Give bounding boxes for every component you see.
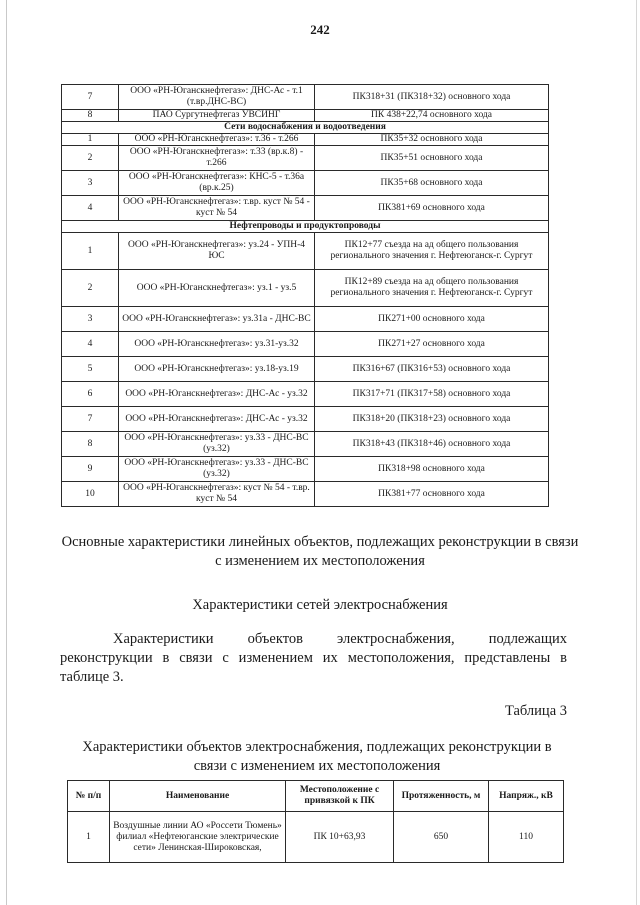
table-row — [62, 171, 549, 196]
object-location: ПК35+32 основного хода — [315, 134, 549, 146]
column-header: Местоположение с привязкой к ПК — [286, 781, 394, 812]
paragraph-first-line: Характеристики объектов электроснабжения, подлежащих — [113, 631, 567, 647]
table-row — [62, 270, 549, 307]
table-row — [62, 482, 549, 507]
table-cell: 110 — [489, 812, 564, 863]
table-3-caption: Характеристики объектов электроснабжения, подлежащих реконструкции в связи с изменением их местоположения — [82, 739, 552, 774]
object-name: ООО «РН-Юганскнефтегаз»: ДНС-Ас - уз.32 — [119, 407, 315, 432]
scan-edge-left — [6, 0, 7, 905]
row-number: 8 — [62, 432, 119, 457]
scan-edge-right — [636, 0, 637, 905]
linear-objects-caption: Основные характеристики линейных объектов, подлежащих реконструкции в связи с изменением их местоположения — [61, 534, 579, 569]
table-row — [62, 85, 549, 110]
power-networks-heading: Характеристики сетей электроснабжения — [192, 597, 448, 613]
object-name: ООО «РН-Юганскнефтегаз»: уз.31-уз.32 — [119, 332, 315, 357]
table-row — [62, 357, 549, 382]
table-row — [68, 812, 564, 863]
row-number: 4 — [62, 196, 119, 221]
object-location: ПК316+67 (ПК316+53) основного хода — [315, 357, 549, 382]
object-location: ПК317+71 (ПК317+58) основного хода — [315, 382, 549, 407]
row-number: 4 — [62, 332, 119, 357]
section-row — [62, 221, 549, 233]
table-row — [62, 146, 549, 171]
table-row — [62, 196, 549, 221]
column-header: Наименование — [110, 781, 286, 812]
section-row — [62, 122, 549, 134]
object-name: ООО «РН-Юганскнефтегаз»: т.вр. куст № 54 - куст № 54 — [119, 196, 315, 221]
table-row — [62, 407, 549, 432]
table-cell: ПК 10+63,93 — [286, 812, 394, 863]
table-row — [62, 382, 549, 407]
table-header-row — [68, 781, 564, 812]
object-name: ООО «РН-Юганскнефтегаз»: уз.33 - ДНС-ВС (уз.32) — [119, 457, 315, 482]
row-number: 3 — [62, 171, 119, 196]
row-number: 2 — [62, 146, 119, 171]
object-name: ООО «РН-Юганскнефтегаз»: куст № 54 - т.вр. куст № 54 — [119, 482, 315, 507]
table-3-label: Таблица 3 — [504, 703, 567, 719]
object-location: ПК35+68 основного хода — [315, 171, 549, 196]
table-cell: Воздушные линии АО «Россети Тюмень» филиал «Нефтеюганские электрические сети» Ленинская-Широковская, — [110, 812, 286, 863]
column-header: № п/п — [68, 781, 110, 812]
table-row — [62, 134, 549, 146]
row-number: 8 — [62, 110, 119, 122]
object-name: ООО «РН-Юганскнефтегаз»: КНС-5 - т.36а (вр.к.25) — [119, 171, 315, 196]
column-header: Протяженность, м — [394, 781, 489, 812]
row-number: 2 — [62, 270, 119, 307]
row-number: 7 — [62, 85, 119, 110]
table-row — [62, 233, 549, 270]
object-name: ООО «РН-Юганскнефтегаз»: ДНС-Ас - т.1 (т.вр.ДНС-ВС) — [119, 85, 315, 110]
object-location: ПК271+27 основного хода — [315, 332, 549, 357]
object-name: ООО «РН-Юганскнефтегаз»: уз.33 - ДНС-ВС (уз.32) — [119, 432, 315, 457]
row-number: 1 — [62, 233, 119, 270]
object-location: ПК318+20 (ПК318+23) основного хода — [315, 407, 549, 432]
object-location: ПК318+31 (ПК318+32) основного хода — [315, 85, 549, 110]
object-name: ООО «РН-Юганскнефтегаз»: уз.31а - ДНС-ВС — [119, 307, 315, 332]
row-number: 7 — [62, 407, 119, 432]
table-cell: 650 — [394, 812, 489, 863]
table-row — [62, 307, 549, 332]
row-number: 9 — [62, 457, 119, 482]
row-number: 5 — [62, 357, 119, 382]
power-objects-paragraph — [60, 630, 567, 687]
table-row — [62, 432, 549, 457]
object-name: ООО «РН-Юганскнефтегаз»: ДНС-Ас - уз.32 — [119, 382, 315, 407]
object-location: ПК12+77 съезда на ад общего пользования регионального значения г. Нефтеюганск-г. Сургут — [315, 233, 549, 270]
table-row — [62, 110, 549, 122]
object-name: ООО «РН-Юганскнефтегаз»: уз.18-уз.19 — [119, 357, 315, 382]
row-number: 3 — [62, 307, 119, 332]
objects-table — [61, 84, 549, 507]
object-location: ПК381+69 основного хода — [315, 196, 549, 221]
table-row — [62, 332, 549, 357]
object-name: ООО «РН-Юганскнефтегаз»: т.33 (вр.к.8) - т.266 — [119, 146, 315, 171]
power-objects-table — [67, 780, 564, 863]
row-number: 6 — [62, 382, 119, 407]
object-location: ПК318+98 основного хода — [315, 457, 549, 482]
object-location: ПК271+00 основного хода — [315, 307, 549, 332]
object-name: ООО «РН-Юганскнефтегаз»: уз.24 - УПН-4 ЮС — [119, 233, 315, 270]
table-row — [62, 457, 549, 482]
column-header: Напряж., кВ — [489, 781, 564, 812]
paragraph-rest: реконструкции в связи с изменением их местоположения, представлены в таблице 3. — [60, 650, 567, 685]
object-name: ООО «РН-Юганскнефтегаз»: т.36 - т.266 — [119, 134, 315, 146]
object-location: ПК35+51 основного хода — [315, 146, 549, 171]
object-location: ПК 438+22,74 основного хода — [315, 110, 549, 122]
object-name: ООО «РН-Юганскнефтегаз»: уз.1 - уз.5 — [119, 270, 315, 307]
object-location: ПК318+43 (ПК318+46) основного хода — [315, 432, 549, 457]
section-title: Сети водоснабжения и водоотведения — [62, 122, 549, 134]
table-cell: 1 — [68, 812, 110, 863]
page-number: 242 — [310, 22, 330, 37]
row-number: 10 — [62, 482, 119, 507]
row-number: 1 — [62, 134, 119, 146]
section-title: Нефтепроводы и продуктопроводы — [62, 221, 549, 233]
object-location: ПК381+77 основного хода — [315, 482, 549, 507]
object-location: ПК12+89 съезда на ад общего пользования регионального значения г. Нефтеюганск-г. Сургут — [315, 270, 549, 307]
object-name: ПАО Сургутнефтегаз УВСИНГ — [119, 110, 315, 122]
